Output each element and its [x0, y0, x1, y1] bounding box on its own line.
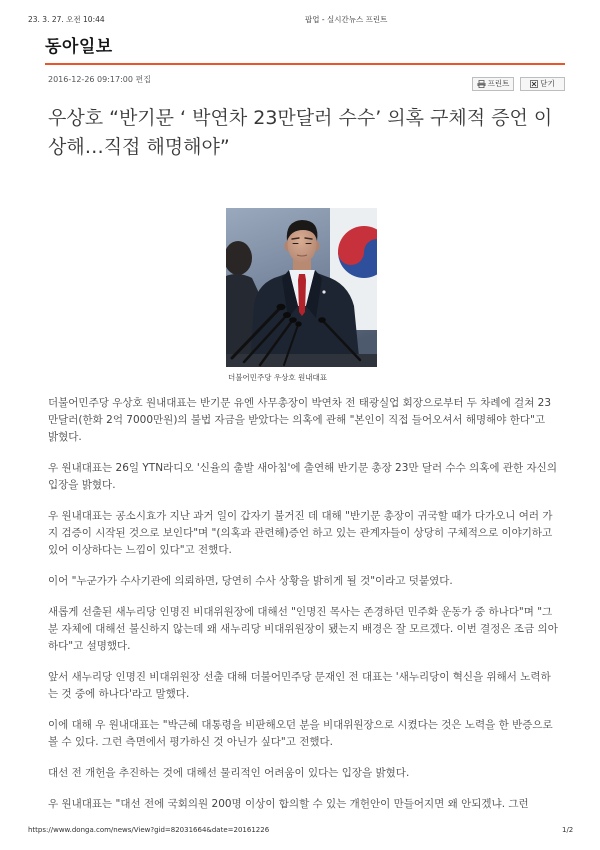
photo-illustration: [226, 208, 377, 367]
print-button[interactable]: [472, 77, 514, 91]
article-body: [48, 395, 558, 820]
print-page-title: 팝업 - 실시간뉴스 프린트: [305, 15, 388, 24]
close-button[interactable]: [520, 77, 565, 91]
print-timestamp: 23. 3. 27. 오전 10:44: [28, 15, 105, 24]
print-footer-url: https://www.donga.com/news/View?gid=82031664&date=20161226: [28, 826, 270, 834]
article-paragraph: 우 원내대표는 "대선 전에 국회의원 200명 이상이 합의할 수 있는 개헌안이 만들어지면 왜 안되겠냐. 그런: [48, 798, 529, 810]
article-paragraph: 이에 대해 우 원내대표는 "박근혜 대통령을 비판해오던 분을 비대위원장으로 시켰다는 것은 노력을 한 반증으로 볼 수 있다. 그런 측면에서 평가하신 것 아닌가 싶다"고 전했다.: [48, 719, 553, 748]
article-paragraph: 우 원내대표는 공소시효가 지난 과거 일이 갑자기 불거진 데 대해 "반기문 총장이 귀국할 때가 다가오니 여러 가지 검증이 시작된 것으로 보인다"며 "(의혹과 관련해)증언 하고 있는 관계자들이 상당히 구체적으로 이야기하고 있어 이상하다는 느낌이 있다"고 전했다.: [48, 510, 553, 556]
print-button-label: 프린트: [487, 79, 510, 88]
close-icon: [530, 80, 538, 88]
photo-caption: 더불어민주당 우상호 원내대표: [228, 373, 327, 382]
article-headline: 우상호 “반기문 ‘ 박연차 23만달러 수수’ 의혹 구체적 증언 이상해…직접 해명해야”: [48, 107, 553, 158]
close-button-label: 닫기: [540, 79, 555, 88]
article-paragraph: 대선 전 개헌을 추진하는 것에 대해선 물리적인 어려움이 있다는 입장을 밝혔다.: [48, 767, 410, 779]
article-paragraph: 이어 "누군가가 수사기관에 의뢰하면, 당연히 수사 상황을 밝히게 될 것"이라고 덧붙였다.: [48, 575, 453, 587]
masthead-divider: [45, 63, 565, 65]
article-edited-date: 2016-12-26 09:17:00 편집: [48, 75, 151, 84]
printer-icon: [477, 80, 486, 88]
site-logo: 동아일보: [45, 37, 113, 57]
print-page-number: 1/2: [562, 826, 574, 834]
article-paragraph: 앞서 새누리당 인명진 비대위원장 선출 대해 더불어민주당 문재인 전 대표는 '새누리당이 혁신을 위해서 노력하는 것 중에 하나다'라고 말했다.: [48, 671, 551, 700]
article-paragraph: 더불어민주당 우상호 원내대표는 반기문 유엔 사무총장이 박연차 전 태광실업 회장으로부터 두 차례에 걸쳐 23만달러(한화 2억 7000만원)의 불법 자금을 받았다는 의혹에 관해 "본인이 직접 들어오셔서 해명해야 한다"고 밝혔다.: [48, 397, 552, 443]
article-paragraph: 우 원내대표는 26일 YTN라디오 '신율의 출발 새아침'에 출연해 반기문 총장 23만 달러 수수 의혹에 관한 자신의 입장을 밝혔다.: [48, 462, 557, 491]
article-photo: [226, 208, 377, 367]
article-paragraph: 새롭게 선출된 새누리당 인명진 비대위원장에 대해선 "인명진 목사는 존경하던 민주화 운동가 중 하나다"며 "그 분 자체에 대해선 불신하지 않는데 왜 새누리당 비대위원장이 됐는지 배경은 잘 모르겠다. 이번 결정은 조금 의아하다"고 설명했다.: [48, 606, 558, 652]
